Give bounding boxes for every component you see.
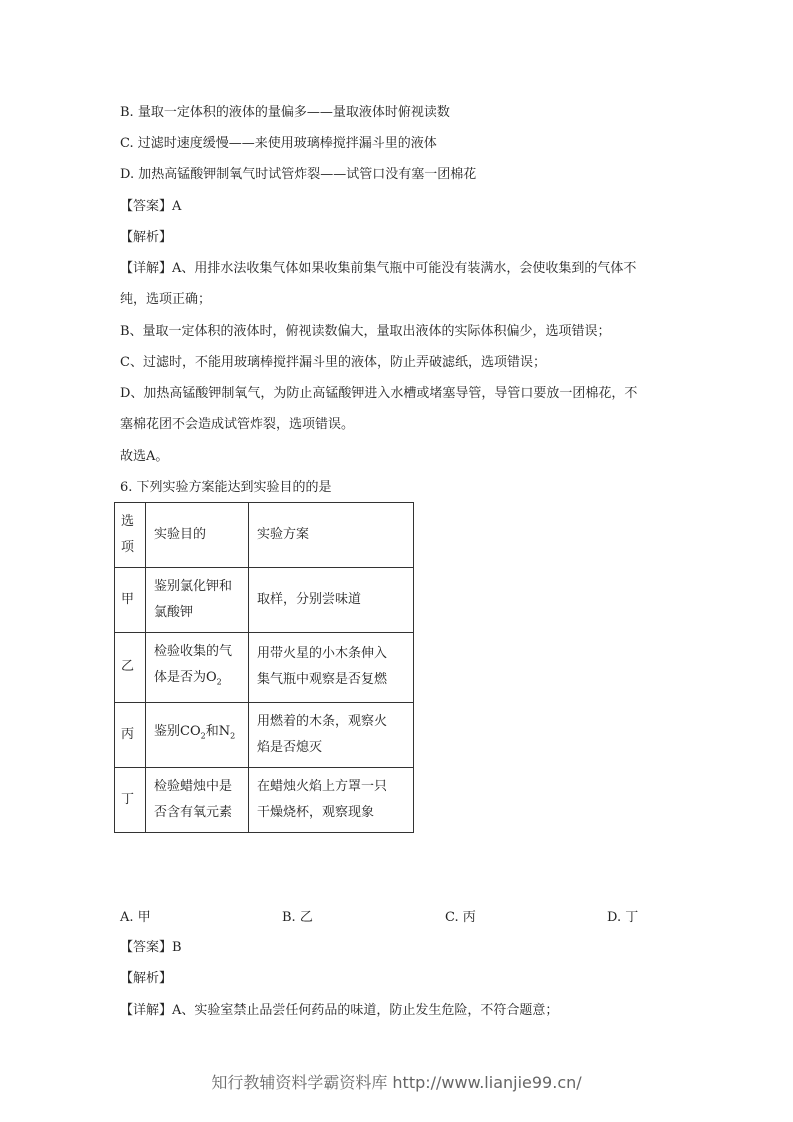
row-plan: 取样，分别尝味道: [249, 568, 414, 633]
answer-label: 【答案】A: [120, 199, 182, 214]
row-plan: 在蜡烛火焰上方罩一只 干燥烧杯，观察现象: [249, 767, 414, 832]
header-option: 选 项: [115, 503, 146, 568]
detail-a-line1: 【详解】A、用排水法收集气体如果收集前集气瓶中可能没有装满水，会使收集到的气体不: [120, 261, 637, 276]
row-goal: 检验收集的气 体是否为$O_2$: [146, 633, 249, 703]
experiment-table: [114, 502, 414, 833]
detail-c-line: C、过滤时，不能用玻璃棒搅拌漏斗里的液体，防止弄破滤纸，选项错误；: [120, 355, 546, 370]
table-row: [115, 767, 414, 832]
option-b-line: B. 量取一定体积的液体的量偏多——量取液体时俯视读数: [120, 105, 450, 120]
option-d: D. 丁: [607, 910, 639, 925]
table-row: [115, 702, 414, 767]
row-option: 甲: [115, 568, 146, 633]
row-option: 丙: [115, 702, 146, 767]
row-goal: 检验蜡烛中是 否含有氧元素: [146, 767, 249, 832]
row-goal: 鉴别$CO_2$和$N_2$: [146, 702, 249, 767]
analysis-label-2: 【解析】: [120, 971, 173, 986]
header-plan: 实验方案: [249, 503, 414, 568]
answer-label-2: 【答案】B: [120, 940, 182, 955]
detail-d-line2: 塞棉花团不会造成试管炸裂，选项错误。: [120, 417, 355, 432]
detail-a-line2: 纯，选项正确；: [120, 292, 212, 307]
detail-d-line1: D、加热高锰酸钾制氧气，为防止高锰酸钾进入水槽或堵塞导管，导管口要放一团棉花，不: [120, 386, 638, 401]
footer-watermark: 知行教辅资料学霸资料库 http://www.lianjie99.cn/: [211, 1073, 582, 1092]
option-a: A. 甲: [120, 910, 151, 925]
table-header-row: [115, 503, 414, 568]
analysis-label: 【解析】: [120, 230, 173, 245]
table-row: [115, 568, 414, 633]
row-option: 乙: [115, 633, 146, 703]
option-d-line: D. 加热高锰酸钾制氧气时试管炸裂——试管口没有塞一团棉花: [120, 167, 477, 182]
choose-line: 故选A。: [120, 449, 169, 464]
detail-b-line: B、量取一定体积的液体时，俯视读数偏大，量取出液体的实际体积偏少，选项错误；: [120, 324, 611, 339]
option-c-line: C. 过滤时速度缓慢——来使用玻璃棒搅拌漏斗里的液体: [120, 136, 437, 151]
table-row: [115, 633, 414, 703]
option-b: B. 乙: [282, 910, 313, 925]
option-c: C. 丙: [445, 910, 476, 925]
header-goal: 实验目的: [146, 503, 249, 568]
question-6: 6. 下列实验方案能达到实验目的的是: [120, 480, 332, 495]
row-option: 丁: [115, 767, 146, 832]
row-goal: 鉴别氯化钾和 氯酸钾: [146, 568, 249, 633]
row-plan: 用带火星的小木条伸入 集气瓶中观察是否复燃: [249, 633, 414, 703]
row-plan: 用燃着的木条，观察火 焰是否熄灭: [249, 702, 414, 767]
detail2-a-line: 【详解】A、实验室禁止品尝任何药品的味道，防止发生危险，不符合题意；: [120, 1003, 559, 1018]
